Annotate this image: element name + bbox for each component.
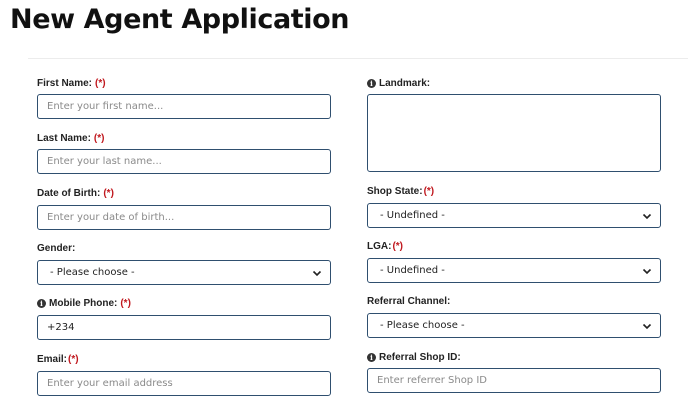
- referral-shop-id-label: [367, 352, 461, 363]
- required-marker: (*): [93, 133, 105, 144]
- last-name-label-text: Last Name:: [37, 133, 91, 144]
- gender-select[interactable]: [37, 260, 331, 285]
- first-name-input[interactable]: [37, 94, 331, 119]
- lga-label-text: LGA:: [367, 241, 392, 252]
- landmark-label: [367, 78, 430, 89]
- referral-shop-id-label-text: Referral Shop ID:: [379, 352, 461, 363]
- info-icon: i: [37, 299, 46, 308]
- date-of-birth-input[interactable]: [37, 205, 331, 230]
- required-marker: (*): [68, 354, 79, 365]
- email-label-text: Email:: [37, 354, 68, 365]
- gender-selected-value: - Please choose -: [50, 267, 135, 278]
- page-title: New Agent Application: [10, 4, 350, 35]
- lga-label: [367, 241, 403, 252]
- email-label: [37, 354, 79, 365]
- referral-channel-label: [367, 296, 450, 307]
- referral-channel-select[interactable]: [367, 313, 661, 338]
- referral-channel-label-text: Referral Channel:: [367, 296, 451, 307]
- mobile-phone-label: [37, 298, 131, 309]
- last-name-input[interactable]: [37, 149, 331, 174]
- landmark-label-text: Landmark:: [379, 78, 431, 89]
- date-of-birth-label: [37, 188, 114, 199]
- lga-selected-value: - Undefined -: [380, 265, 445, 276]
- required-marker: (*): [423, 186, 435, 197]
- date-of-birth-label-text: Date of Birth:: [37, 188, 101, 199]
- shop-state-selected-value: - Undefined -: [380, 210, 445, 221]
- info-icon: i: [367, 353, 376, 362]
- required-marker: (*): [392, 241, 404, 252]
- shop-state-select[interactable]: [367, 203, 661, 228]
- required-marker: (*): [120, 298, 131, 309]
- shop-state-label: [367, 186, 434, 197]
- mobile-phone-label-text: Mobile Phone:: [49, 298, 118, 309]
- chevron-down-icon: [642, 211, 652, 221]
- shop-state-label-text: Shop State:: [367, 186, 423, 197]
- chevron-down-icon: [642, 321, 652, 331]
- referral-shop-id-input[interactable]: [367, 368, 661, 393]
- landmark-textarea[interactable]: [367, 94, 661, 172]
- mobile-phone-input[interactable]: [37, 315, 331, 340]
- info-icon: i: [367, 79, 376, 88]
- gender-label: [37, 243, 75, 254]
- chevron-down-icon: [312, 268, 322, 278]
- last-name-label: [37, 133, 104, 144]
- chevron-down-icon: [642, 266, 652, 276]
- lga-select[interactable]: [367, 258, 661, 283]
- required-marker: (*): [103, 188, 114, 199]
- email-input[interactable]: [37, 371, 331, 396]
- required-marker: (*): [95, 78, 106, 89]
- header-divider: [28, 58, 688, 59]
- gender-label-text: Gender:: [37, 243, 76, 254]
- first-name-label: [37, 78, 106, 89]
- first-name-label-text: First Name:: [37, 78, 93, 89]
- referral-channel-selected-value: - Please choose -: [380, 320, 465, 331]
